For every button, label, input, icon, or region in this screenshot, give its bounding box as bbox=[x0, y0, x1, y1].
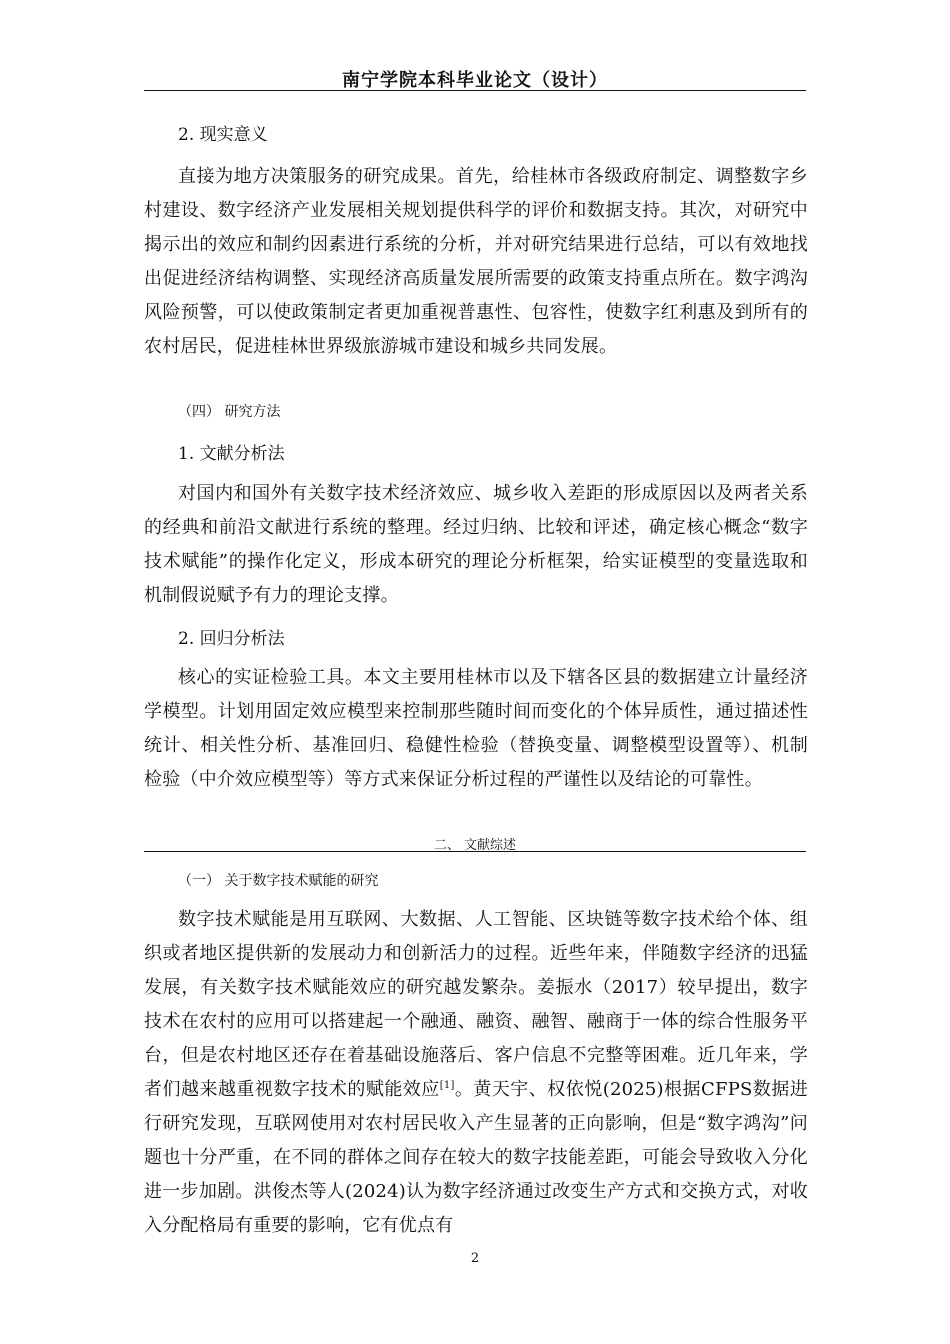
heading-literature-analysis: 1. 文献分析法 bbox=[178, 444, 285, 464]
heading-digital-empowerment: （一） 关于数字技术赋能的研究 bbox=[178, 873, 379, 889]
heading-research-methods: （四） 研究方法 bbox=[178, 404, 281, 420]
heading-practical-significance: 2. 现实意义 bbox=[178, 125, 268, 145]
section-rule bbox=[144, 851, 806, 852]
page-number: 2 bbox=[470, 1251, 480, 1266]
paragraph-text-before-citation: 数字技术赋能是用互联网、大数据、人工智能、区块链等数字技术给个体、组织或者地区提供新的发展动力和创新活力的过程。近些年来，伴随数字经济的迅猛发展，有关数字技术赋能效应的研究越发繁杂。姜振水（2017）较早提出，数字技术在农村的应用可以搭建起一个融通、融资、融智、融商于一体的综合性服务平台，但是农村地区还存在着基础设施落后、客户信息不完整等困难。近几年来，学者们越来越重视数字技术的赋能效应 bbox=[144, 909, 808, 1100]
header-rule bbox=[144, 90, 806, 91]
paragraph-digital-empowerment bbox=[144, 903, 808, 1243]
paragraph-text-after-citation: 。黄天宇、权依悦(2025)根据CFPS数据进行研究发现，互联网使用对农村居民收入产生显著的正向影响，但是“数字鸿沟”问题也十分严重，在不同的群体之间存在较大的数字技能差距，可能会导致收入分化进一步加剧。洪俊杰等人(2024)认为数字经济通过改变生产方式和交换方式，对收入分配格局有重要的影响，它有优点有 bbox=[144, 1079, 808, 1236]
paragraph-literature-analysis: 对国内和国外有关数字技术经济效应、城乡收入差距的形成原因以及两者关系的经典和前沿文献进行系统的整理。经过归纳、比较和评述，确定核心概念“数字技术赋能”的操作化定义，形成本研究的理论分析框架，给实证模型的变量选取和机制假说赋予有力的理论支撑。 bbox=[144, 483, 808, 606]
paragraph-regression-analysis: 核心的实证检验工具。本文主要用桂林市以及下辖各区县的数据建立计量经济学模型。计划用固定效应模型来控制那些随时间而变化的个体异质性，通过描述性统计、相关性分析、基准回归、稳健性检验（替换变量、调整模型设置等）、机制检验（中介效应模型等）等方式来保证分析过程的严谨性以及结论的可靠性。 bbox=[144, 667, 808, 790]
citation-marker: [1] bbox=[439, 1080, 455, 1091]
paragraph-practical-significance: 直接为地方决策服务的研究成果。首先，给桂林市各级政府制定、调整数字乡村建设、数字经济产业发展相关规划提供科学的评价和数据支持。其次，对研究中揭示出的效应和制约因素进行系统的分析，并对研究结果进行总结，可以有效地找出促进经济结构调整、实现经济高质量发展所需要的政策支持重点所在。数字鸿沟风险预警，可以使政策制定者更加重视普惠性、包容性，使数字红利惠及到所有的农村居民，促进桂林世界级旅游城市建设和城乡共同发展。 bbox=[144, 166, 808, 357]
section-title-literature-review: 二、 文献综述 bbox=[433, 838, 517, 853]
heading-regression-analysis: 2. 回归分析法 bbox=[178, 629, 285, 649]
page-header-title: 南宁学院本科毕业论文（设计） bbox=[342, 70, 608, 91]
